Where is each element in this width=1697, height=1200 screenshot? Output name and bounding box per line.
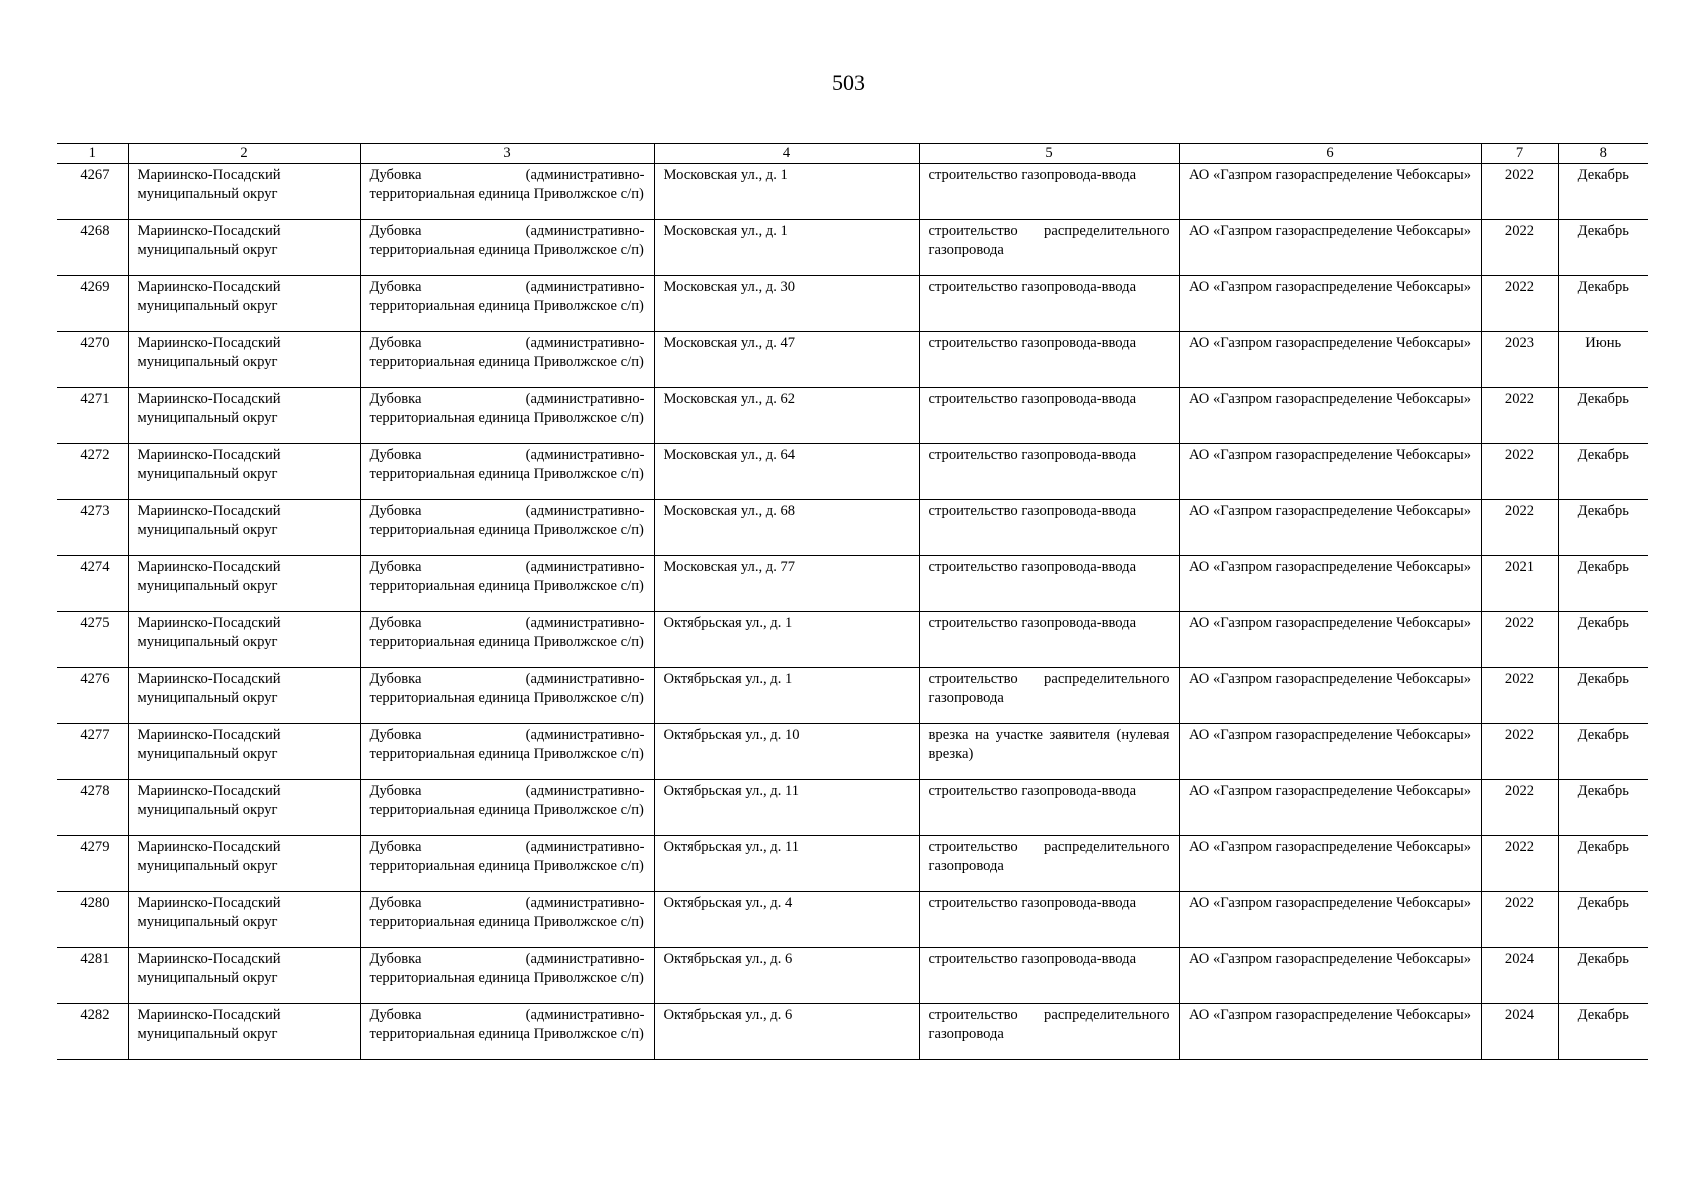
cell-year: 2024 — [1481, 948, 1558, 1004]
cell-work-type: строительство газопровода-ввода — [919, 892, 1179, 948]
cell-district: Мариинско-Посадский муниципальный округ — [128, 948, 360, 1004]
cell-number: 4282 — [57, 1004, 128, 1060]
cell-settlement: Дубовка (административно-территориальная единица Приволжское с/п) — [360, 892, 654, 948]
cell-number: 4281 — [57, 948, 128, 1004]
cell-number: 4275 — [57, 612, 128, 668]
cell-year: 2024 — [1481, 1004, 1558, 1060]
cell-district: Мариинско-Посадский муниципальный округ — [128, 612, 360, 668]
cell-month: Декабрь — [1558, 164, 1648, 220]
cell-work-type: строительство газопровода-ввода — [919, 500, 1179, 556]
cell-address: Октябрьская ул., д. 6 — [654, 948, 919, 1004]
table-row — [57, 220, 1648, 276]
cell-year: 2022 — [1481, 444, 1558, 500]
cell-number: 4279 — [57, 836, 128, 892]
cell-month: Декабрь — [1558, 948, 1648, 1004]
cell-district: Мариинско-Посадский муниципальный округ — [128, 220, 360, 276]
cell-settlement: Дубовка (административно-территориальная единица Приволжское с/п) — [360, 444, 654, 500]
cell-number: 4280 — [57, 892, 128, 948]
cell-address: Октябрьская ул., д. 4 — [654, 892, 919, 948]
cell-settlement: Дубовка (административно-территориальная единица Приволжское с/п) — [360, 164, 654, 220]
cell-month: Декабрь — [1558, 388, 1648, 444]
cell-district: Мариинско-Посадский муниципальный округ — [128, 836, 360, 892]
cell-month: Декабрь — [1558, 220, 1648, 276]
cell-address: Октябрьская ул., д. 11 — [654, 780, 919, 836]
cell-address: Московская ул., д. 1 — [654, 220, 919, 276]
cell-address: Московская ул., д. 68 — [654, 500, 919, 556]
cell-work-type: строительство распределительного газопровода — [919, 836, 1179, 892]
cell-work-type: врезка на участке заявителя (нулевая врезка) — [919, 724, 1179, 780]
cell-work-type: строительство газопровода-ввода — [919, 164, 1179, 220]
cell-year: 2022 — [1481, 500, 1558, 556]
cell-organization: АО «Газпром газораспределение Чебоксары» — [1179, 220, 1481, 276]
page-number: 503 — [832, 70, 865, 95]
cell-organization: АО «Газпром газораспределение Чебоксары» — [1179, 444, 1481, 500]
cell-month: Июнь — [1558, 332, 1648, 388]
table-row — [57, 892, 1648, 948]
cell-organization: АО «Газпром газораспределение Чебоксары» — [1179, 612, 1481, 668]
cell-work-type: строительство газопровода-ввода — [919, 276, 1179, 332]
cell-number: 4277 — [57, 724, 128, 780]
column-header: 1 — [57, 144, 128, 164]
table-row — [57, 948, 1648, 1004]
cell-organization: АО «Газпром газораспределение Чебоксары» — [1179, 892, 1481, 948]
cell-organization: АО «Газпром газораспределение Чебоксары» — [1179, 668, 1481, 724]
cell-district: Мариинско-Посадский муниципальный округ — [128, 1004, 360, 1060]
cell-number: 4269 — [57, 276, 128, 332]
column-header: 3 — [360, 144, 654, 164]
cell-address: Московская ул., д. 1 — [654, 164, 919, 220]
cell-settlement: Дубовка (административно-территориальная единица Приволжское с/п) — [360, 1004, 654, 1060]
table-row — [57, 836, 1648, 892]
table-row — [57, 444, 1648, 500]
cell-district: Мариинско-Посадский муниципальный округ — [128, 388, 360, 444]
cell-address: Московская ул., д. 47 — [654, 332, 919, 388]
table-row — [57, 276, 1648, 332]
cell-work-type: строительство газопровода-ввода — [919, 444, 1179, 500]
cell-work-type: строительство газопровода-ввода — [919, 780, 1179, 836]
cell-address: Октябрьская ул., д. 10 — [654, 724, 919, 780]
cell-organization: АО «Газпром газораспределение Чебоксары» — [1179, 500, 1481, 556]
cell-month: Декабрь — [1558, 836, 1648, 892]
cell-work-type: строительство газопровода-ввода — [919, 612, 1179, 668]
cell-number: 4278 — [57, 780, 128, 836]
cell-district: Мариинско-Посадский муниципальный округ — [128, 668, 360, 724]
cell-district: Мариинско-Посадский муниципальный округ — [128, 892, 360, 948]
cell-address: Октябрьская ул., д. 1 — [654, 612, 919, 668]
cell-year: 2022 — [1481, 276, 1558, 332]
cell-month: Декабрь — [1558, 444, 1648, 500]
cell-number: 4273 — [57, 500, 128, 556]
cell-number: 4274 — [57, 556, 128, 612]
table-row — [57, 724, 1648, 780]
table-row — [57, 332, 1648, 388]
table-row — [57, 1004, 1648, 1060]
cell-year: 2022 — [1481, 780, 1558, 836]
cell-year: 2022 — [1481, 836, 1558, 892]
cell-number: 4271 — [57, 388, 128, 444]
cell-work-type: строительство распределительного газопровода — [919, 668, 1179, 724]
cell-work-type: строительство распределительного газопровода — [919, 220, 1179, 276]
cell-month: Декабрь — [1558, 612, 1648, 668]
cell-settlement: Дубовка (административно-территориальная единица Приволжское с/п) — [360, 780, 654, 836]
table-row — [57, 612, 1648, 668]
table-row — [57, 780, 1648, 836]
cell-address: Московская ул., д. 62 — [654, 388, 919, 444]
cell-settlement: Дубовка (административно-территориальная единица Приволжское с/п) — [360, 500, 654, 556]
cell-district: Мариинско-Посадский муниципальный округ — [128, 444, 360, 500]
table-row — [57, 164, 1648, 220]
cell-year: 2022 — [1481, 892, 1558, 948]
column-header: 6 — [1179, 144, 1481, 164]
cell-settlement: Дубовка (административно-территориальная единица Приволжское с/п) — [360, 948, 654, 1004]
cell-organization: АО «Газпром газораспределение Чебоксары» — [1179, 1004, 1481, 1060]
column-number-header — [57, 144, 1648, 164]
cell-organization: АО «Газпром газораспределение Чебоксары» — [1179, 276, 1481, 332]
cell-year: 2022 — [1481, 724, 1558, 780]
cell-organization: АО «Газпром газораспределение Чебоксары» — [1179, 780, 1481, 836]
cell-organization: АО «Газпром газораспределение Чебоксары» — [1179, 556, 1481, 612]
cell-settlement: Дубовка (административно-территориальная единица Приволжское с/п) — [360, 388, 654, 444]
cell-month: Декабрь — [1558, 724, 1648, 780]
column-header: 5 — [919, 144, 1179, 164]
cell-year: 2022 — [1481, 388, 1558, 444]
cell-district: Мариинско-Посадский муниципальный округ — [128, 164, 360, 220]
cell-district: Мариинско-Посадский муниципальный округ — [128, 276, 360, 332]
cell-year: 2022 — [1481, 668, 1558, 724]
cell-month: Декабрь — [1558, 780, 1648, 836]
cell-organization: АО «Газпром газораспределение Чебоксары» — [1179, 948, 1481, 1004]
column-header: 2 — [128, 144, 360, 164]
table-row — [57, 556, 1648, 612]
cell-month: Декабрь — [1558, 1004, 1648, 1060]
table-row — [57, 388, 1648, 444]
cell-number: 4272 — [57, 444, 128, 500]
cell-settlement: Дубовка (административно-территориальная единица Приволжское с/п) — [360, 332, 654, 388]
cell-month: Декабрь — [1558, 276, 1648, 332]
cell-work-type: строительство газопровода-ввода — [919, 332, 1179, 388]
cell-settlement: Дубовка (административно-территориальная единица Приволжское с/п) — [360, 276, 654, 332]
cell-year: 2023 — [1481, 332, 1558, 388]
column-header: 7 — [1481, 144, 1558, 164]
cell-organization: АО «Газпром газораспределение Чебоксары» — [1179, 332, 1481, 388]
cell-settlement: Дубовка (административно-территориальная единица Приволжское с/п) — [360, 556, 654, 612]
cell-organization: АО «Газпром газораспределение Чебоксары» — [1179, 836, 1481, 892]
cell-district: Мариинско-Посадский муниципальный округ — [128, 332, 360, 388]
cell-work-type: строительство газопровода-ввода — [919, 388, 1179, 444]
cell-address: Октябрьская ул., д. 6 — [654, 1004, 919, 1060]
table-row — [57, 500, 1648, 556]
cell-month: Декабрь — [1558, 556, 1648, 612]
cell-address: Октябрьская ул., д. 11 — [654, 836, 919, 892]
cell-settlement: Дубовка (административно-территориальная единица Приволжское с/п) — [360, 836, 654, 892]
gasification-table — [57, 143, 1648, 1060]
cell-address: Октябрьская ул., д. 1 — [654, 668, 919, 724]
table-row — [57, 668, 1648, 724]
cell-year: 2022 — [1481, 164, 1558, 220]
cell-number: 4270 — [57, 332, 128, 388]
cell-settlement: Дубовка (административно-территориальная единица Приволжское с/п) — [360, 724, 654, 780]
column-header: 4 — [654, 144, 919, 164]
cell-number: 4276 — [57, 668, 128, 724]
cell-organization: АО «Газпром газораспределение Чебоксары» — [1179, 164, 1481, 220]
cell-number: 4268 — [57, 220, 128, 276]
cell-number: 4267 — [57, 164, 128, 220]
cell-address: Московская ул., д. 30 — [654, 276, 919, 332]
cell-district: Мариинско-Посадский муниципальный округ — [128, 500, 360, 556]
cell-month: Декабрь — [1558, 892, 1648, 948]
cell-year: 2021 — [1481, 556, 1558, 612]
cell-settlement: Дубовка (административно-территориальная единица Приволжское с/п) — [360, 612, 654, 668]
cell-organization: АО «Газпром газораспределение Чебоксары» — [1179, 724, 1481, 780]
cell-settlement: Дубовка (административно-территориальная единица Приволжское с/п) — [360, 220, 654, 276]
cell-settlement: Дубовка (административно-территориальная единица Приволжское с/п) — [360, 668, 654, 724]
cell-address: Московская ул., д. 64 — [654, 444, 919, 500]
table-body — [57, 164, 1648, 1060]
cell-district: Мариинско-Посадский муниципальный округ — [128, 724, 360, 780]
cell-organization: АО «Газпром газораспределение Чебоксары» — [1179, 388, 1481, 444]
cell-month: Декабрь — [1558, 500, 1648, 556]
column-header: 8 — [1558, 144, 1648, 164]
cell-work-type: строительство газопровода-ввода — [919, 948, 1179, 1004]
cell-address: Московская ул., д. 77 — [654, 556, 919, 612]
cell-work-type: строительство газопровода-ввода — [919, 556, 1179, 612]
cell-year: 2022 — [1481, 612, 1558, 668]
cell-district: Мариинско-Посадский муниципальный округ — [128, 556, 360, 612]
cell-work-type: строительство распределительного газопровода — [919, 1004, 1179, 1060]
cell-month: Декабрь — [1558, 668, 1648, 724]
cell-year: 2022 — [1481, 220, 1558, 276]
cell-district: Мариинско-Посадский муниципальный округ — [128, 780, 360, 836]
